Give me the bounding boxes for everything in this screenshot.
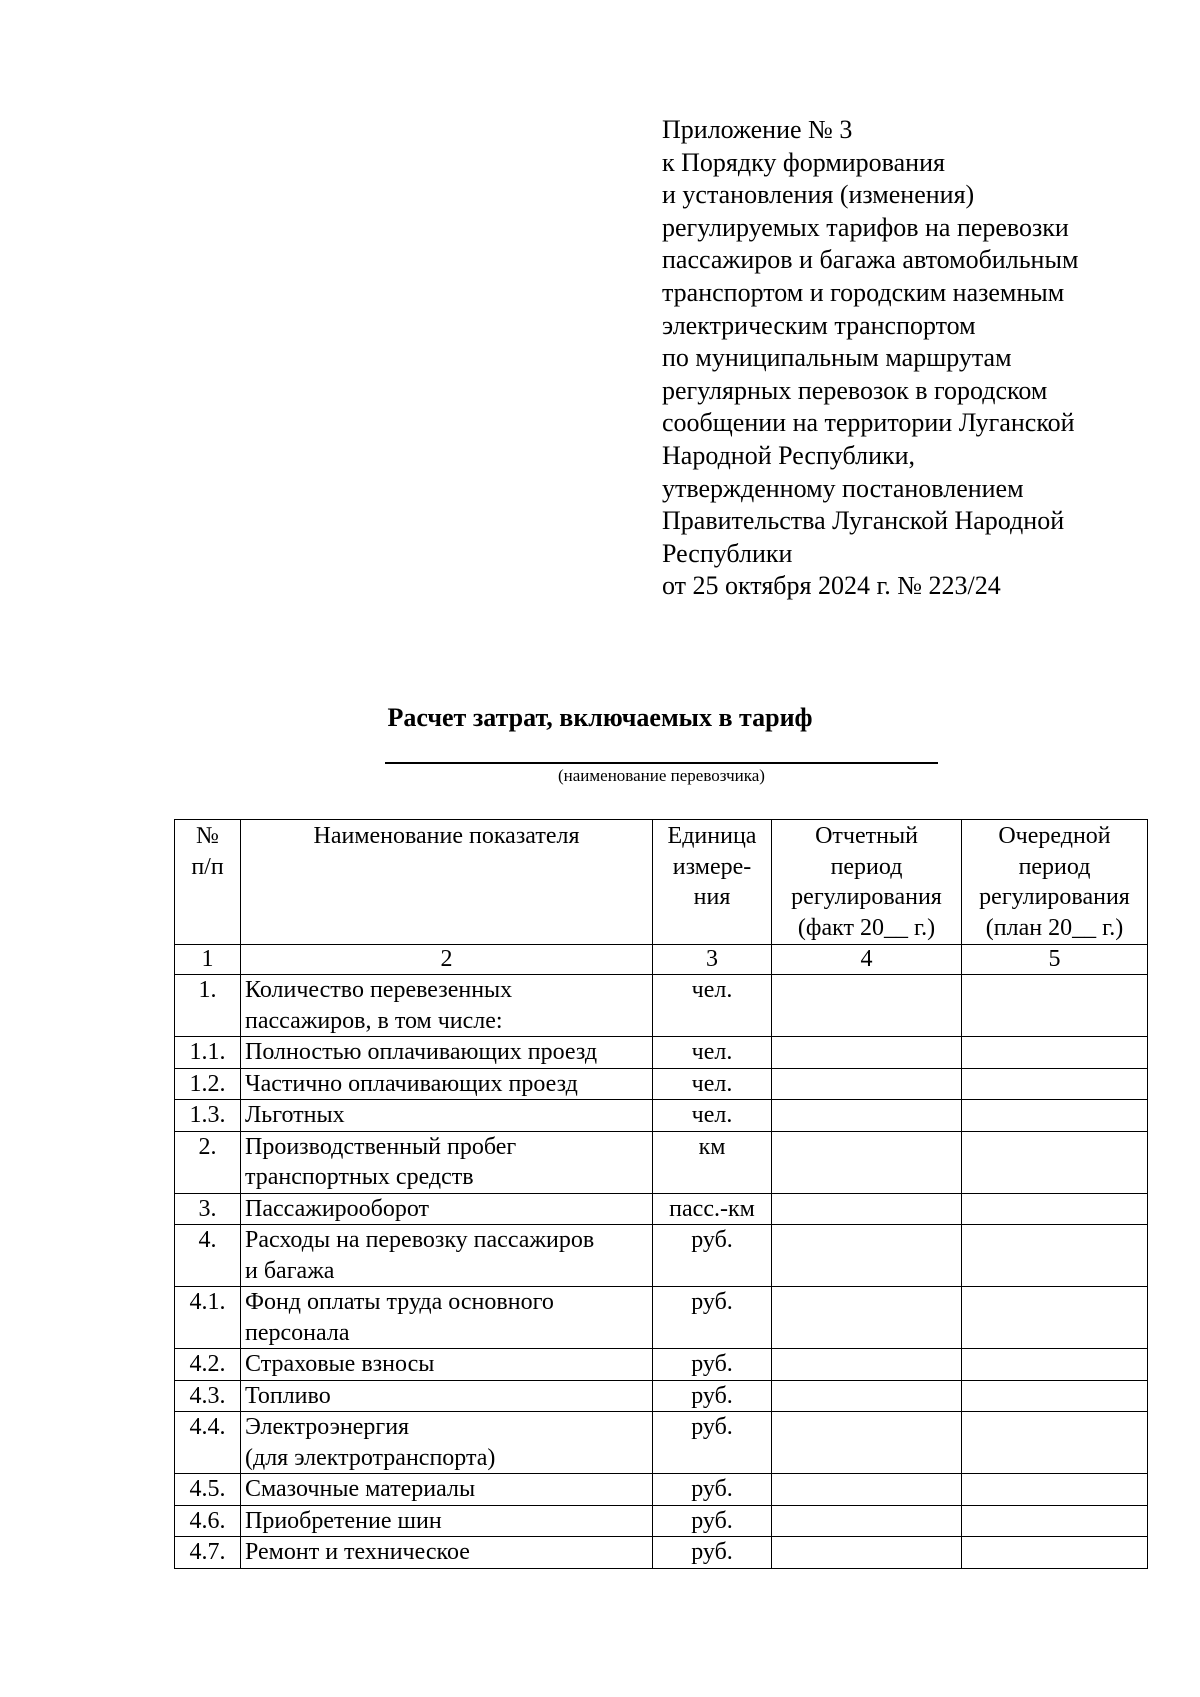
row-number: 4.2. [175,1349,241,1381]
indicator-name-line: и багажа [245,1257,335,1284]
appendix-line: Правительства Луганской Народной [662,506,1065,536]
carrier-name-blank-line [385,762,938,764]
table-row [175,1193,1148,1225]
row-number: 4. [175,1225,241,1287]
table-row [175,1349,1148,1381]
unit-of-measure: км [653,1131,772,1193]
indicator-name [241,1287,653,1349]
carrier-name-caption: (наименование перевозчика) [558,766,765,785]
row-number: 4.4. [175,1412,241,1474]
table-row [175,1100,1148,1132]
header-line: регулирования [979,884,1130,910]
appendix-line: регулируемых тарифов на перевозки [662,212,1069,242]
reported-period-value [772,1505,962,1537]
indicator-name-line: Страховые взносы [245,1351,435,1377]
next-period-value [962,1068,1148,1100]
header-line: измере- [672,853,752,880]
header-line: п/п [191,853,224,880]
header-line: (факт 20__ г.) [797,914,936,941]
appendix-line: электрическим транспортом [662,310,976,340]
header-line: Наименование показателя [313,823,580,849]
table-row [175,1068,1148,1100]
indicator-name-line: Ремонт и техническое [245,1539,470,1565]
next-period-value [962,1505,1148,1537]
appendix-line: транспортом и городским наземным [662,277,1065,307]
row-number: 1. [175,975,241,1037]
row-number: 4.1. [175,1287,241,1349]
appendix-line: сообщении на территории Луганской [662,408,1075,438]
reported-period-value [772,1474,962,1506]
reported-period-value [772,1193,962,1225]
reported-period-value [772,1131,962,1193]
header-line: Очередной [998,823,1111,849]
indicator-name [241,1037,653,1069]
table-row [175,1131,1148,1193]
header-name [241,820,653,945]
column-number: 4 [772,945,962,975]
unit-of-measure: чел. [653,1068,772,1100]
indicator-name-line: Частично оплачивающих проезд [245,1070,578,1097]
reported-period-value [772,975,962,1037]
column-number: 5 [962,945,1148,975]
next-period-value [962,1193,1148,1225]
table-row [175,1537,1148,1569]
indicator-name-line: пассажиров, в том числе: [245,1007,503,1034]
unit-of-measure: руб. [653,1287,772,1349]
header-next-period [962,820,1148,945]
header-line: период [1018,853,1091,880]
row-number: 2. [175,1131,241,1193]
column-number: 3 [653,945,772,975]
next-period-value [962,1100,1148,1132]
next-period-value [962,1037,1148,1069]
indicator-name-line: (для электротранспорта) [245,1444,496,1471]
next-period-value [962,1380,1148,1412]
appendix-line: Республики [662,538,793,568]
next-period-value [962,1131,1148,1193]
row-number: 1.3. [175,1100,241,1132]
indicator-name-line: Топливо [245,1382,331,1409]
reported-period-value [772,1287,962,1349]
row-number: 3. [175,1193,241,1225]
unit-of-measure: руб. [653,1474,772,1506]
header-line: период [830,853,903,880]
unit-of-measure: чел. [653,1037,772,1069]
indicator-name-line: Электроэнергия [245,1414,410,1440]
column-number-row [175,945,1148,975]
reported-period-value [772,1037,962,1069]
unit-of-measure: руб. [653,1380,772,1412]
indicator-name [241,975,653,1037]
indicator-name-line: Расходы на перевозку пассажиров [245,1227,595,1253]
column-number: 2 [241,945,653,975]
appendix-line: Народной Республики, [662,440,916,470]
header-line: Единица [667,823,757,849]
header-num [175,820,241,945]
row-number: 4.3. [175,1380,241,1412]
unit-of-measure: чел. [653,975,772,1037]
indicator-name [241,1380,653,1412]
appendix-block [662,114,1182,603]
reported-period-value [772,1225,962,1287]
appendix-line: регулярных перевозок в городском [662,375,1048,405]
table-row [175,1037,1148,1069]
indicator-name-line: Приобретение шин [245,1507,442,1534]
indicator-name-line: Производственный пробег [245,1133,517,1160]
reported-period-value [772,1100,962,1132]
cost-calculation-table [174,819,1148,1569]
appendix-line: утвержденному постановлением [662,473,1024,503]
indicator-name-line: Льготных [245,1102,345,1128]
row-number: 1.1. [175,1037,241,1069]
header-line: регулирования [791,884,942,910]
indicator-name-line: Фонд оплаты труда основного [245,1289,554,1315]
header-line: ния [693,884,731,910]
indicator-name-line: Количество перевезенных [245,977,513,1003]
appendix-line: Приложение № 3 [662,115,853,144]
column-number: 1 [175,945,241,975]
reported-period-value [772,1380,962,1412]
appendix-line: и установления (изменения) [662,180,975,210]
table-row [175,1412,1148,1474]
indicator-name-line: персонала [245,1319,350,1346]
next-period-value [962,1287,1148,1349]
unit-of-measure: руб. [653,1505,772,1537]
header-line: № [196,823,219,849]
header-line: (план 20__ г.) [985,914,1124,941]
appendix-line: пассажиров и багажа автомобильным [662,245,1079,275]
document-title: Расчет затрат, включаемых в тариф [387,703,813,732]
reported-period-value [772,1412,962,1474]
reported-period-value [772,1349,962,1381]
unit-of-measure: руб. [653,1537,772,1569]
row-number: 4.5. [175,1474,241,1506]
indicator-name [241,1193,653,1225]
indicator-name [241,1474,653,1506]
row-number: 1.2. [175,1068,241,1100]
unit-of-measure: чел. [653,1100,772,1132]
indicator-name-line: транспортных средств [245,1164,474,1190]
table-row [175,1505,1148,1537]
next-period-value [962,1225,1148,1287]
header-reported-period [772,820,962,945]
header-line: Отчетный [815,823,918,849]
indicator-name [241,1537,653,1569]
header-unit [653,820,772,945]
indicator-name-line: Смазочные материалы [245,1476,476,1502]
indicator-name [241,1349,653,1381]
appendix-line: к Порядку формирования [662,147,945,177]
indicator-name [241,1068,653,1100]
next-period-value [962,1537,1148,1569]
row-number: 4.7. [175,1537,241,1569]
unit-of-measure: пасс.-км [653,1193,772,1225]
unit-of-measure: руб. [653,1412,772,1474]
reported-period-value [772,1068,962,1100]
next-period-value [962,1412,1148,1474]
unit-of-measure: руб. [653,1349,772,1381]
indicator-name-line: Пассажирооборот [245,1195,430,1222]
table-row [175,1474,1148,1506]
unit-of-measure: руб. [653,1225,772,1287]
indicator-name [241,1131,653,1193]
indicator-name [241,1100,653,1132]
table-row [175,1380,1148,1412]
table-row [175,1287,1148,1349]
next-period-value [962,1474,1148,1506]
table-header-row [175,820,1148,945]
reported-period-value [772,1537,962,1569]
indicator-name [241,1412,653,1474]
row-number: 4.6. [175,1505,241,1537]
appendix-line: от 25 октября 2024 г. № 223/24 [662,571,1001,601]
indicator-name [241,1505,653,1537]
appendix-line: по муниципальным маршрутам [662,343,1012,373]
indicator-name [241,1225,653,1287]
indicator-name-line: Полностью оплачивающих проезд [245,1039,598,1065]
table-row [175,1225,1148,1287]
next-period-value [962,1349,1148,1381]
table-row [175,975,1148,1037]
next-period-value [962,975,1148,1037]
